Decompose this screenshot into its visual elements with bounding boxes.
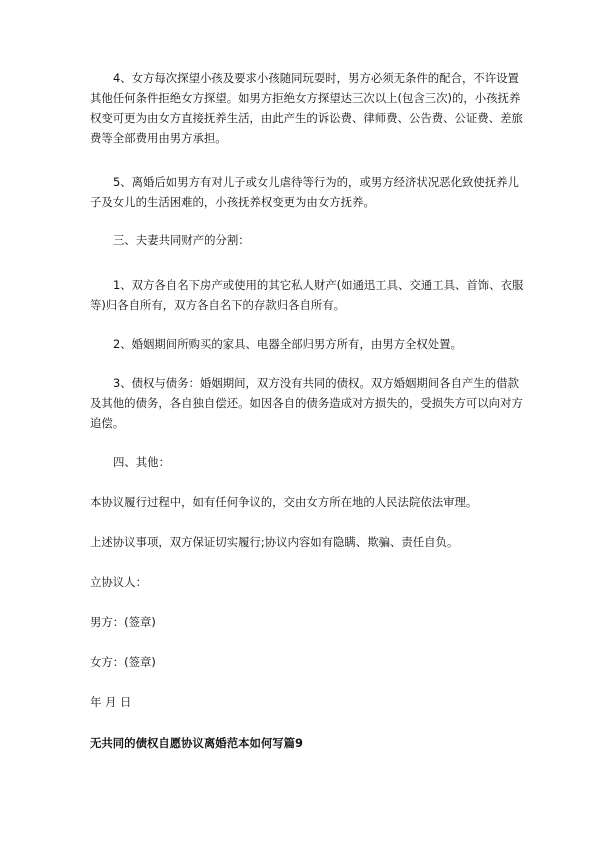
next-article-title: 无共同的债权自愿协议离婚范本如何写篇9 <box>90 736 303 750</box>
signatories-label: 立协议人： <box>90 575 147 589</box>
clause-4-visitation: 4、女方每次探望小孩及要求小孩随同玩耍时，男方必须无条件的配合，不许设置其他任何条件拒绝女方探望。如男方拒绝女方探望达三次以上(包含三次)的，小孩抚养权变可更为由女方直接抚养生活，由此产生的诉讼费、律师费、公告费、公证费、差旅费等全部费用由男方承担。 <box>90 71 523 145</box>
property-clause-2: 2、婚姻期间所购买的家具、电器全部归男方所有，由男方全权处置。 <box>113 337 462 351</box>
date-line: 年 月 日 <box>90 695 132 709</box>
section-heading-other: 四、其他： <box>113 455 170 469</box>
property-clause-1: 1、双方各自名下房产或使用的其它私人财产(如通迅工具、交通工具、首饰、衣服等)归各自所有，双方各自名下的存款归各自所有。 <box>90 278 524 312</box>
male-signature-line: 男方：(签章) <box>90 615 156 629</box>
clause-5-custody-change: 5、离婚后如男方有对儿子或女儿虐待等行为的，或男方经济状况恶化致使抚养儿子及女儿的生活困难的，小孩抚养权变更为由女方抚养。 <box>90 175 519 209</box>
property-clause-3: 3、债权与债务：婚姻期间，双方没有共同的债权。双方婚姻期间各自产生的借款及其他的债务，各自独自偿还。如因各自的债务造成对方损失的，受损失方可以向对方追偿。 <box>90 376 523 430</box>
section-heading-property: 三、夫妻共同财产的分割： <box>113 233 250 247</box>
dispute-clause: 本协议履行过程中，如有任何争议的，交由女方所在地的人民法院依法审理。 <box>90 495 478 509</box>
female-signature-line: 女方：(签章) <box>90 655 156 669</box>
guarantee-clause: 上述协议事项，双方保证切实履行;协议内容如有隐瞒、欺骗、责任自负。 <box>90 535 459 549</box>
